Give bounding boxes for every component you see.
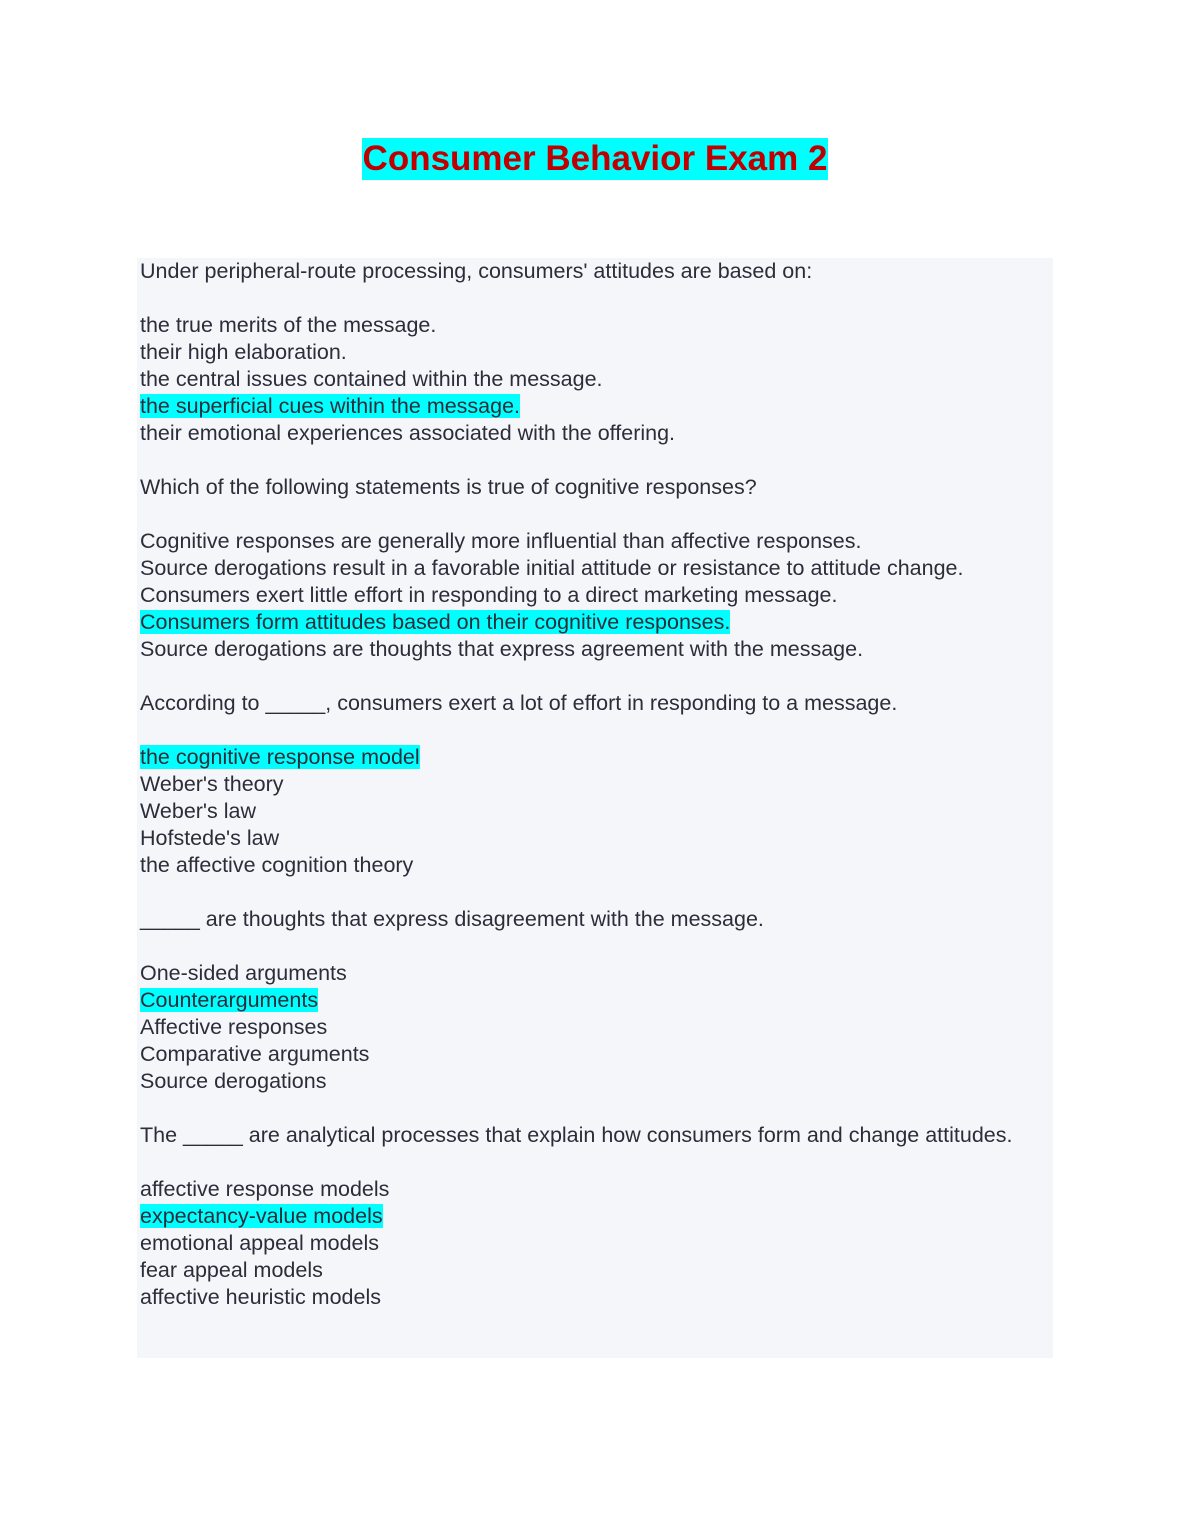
answer-option-text: Affective responses	[140, 1015, 328, 1039]
answer-option	[140, 339, 1045, 366]
page-title: Consumer Behavior Exam 2	[362, 139, 828, 178]
highlighted-answer-text: expectancy-value models	[140, 1204, 383, 1228]
answer-option-text: their high elaboration.	[140, 340, 347, 364]
answer-option-text: Source derogations result in a favorable initial attitude or resistance to attitude change.	[140, 556, 964, 580]
answer-option-text: Comparative arguments	[140, 1042, 370, 1066]
answer-option	[140, 1176, 1045, 1203]
answer-option	[140, 555, 1045, 582]
answer-option-text: Hofstede's law	[140, 826, 280, 850]
question-prompt: Under peripheral-route processing, consumers' attitudes are based on:	[140, 259, 813, 283]
answer-option-text: affective response models	[140, 1177, 390, 1201]
answer-option-correct	[140, 393, 1045, 420]
answer-option-correct	[140, 609, 1045, 636]
answer-option	[140, 852, 1045, 879]
answer-option	[140, 1284, 1045, 1311]
highlighted-answer-text: the superficial cues within the message.	[140, 394, 521, 418]
answer-option	[140, 420, 1045, 447]
answer-option-text: Weber's theory	[140, 772, 284, 796]
highlighted-answer-text: the cognitive response model	[140, 745, 420, 769]
question-block	[140, 474, 1045, 663]
answer-option	[140, 636, 1045, 663]
answer-option	[140, 1041, 1045, 1068]
qa-list	[140, 258, 1045, 1338]
answer-option-correct	[140, 987, 1045, 1014]
answer-option-correct	[140, 1203, 1045, 1230]
answer-option	[140, 582, 1045, 609]
answer-option-text: Cognitive responses are generally more influential than affective responses.	[140, 529, 862, 553]
answer-option-text: their emotional experiences associated with the offering.	[140, 421, 676, 445]
answer-option-correct	[140, 744, 1045, 771]
answer-option	[140, 771, 1045, 798]
option-list	[140, 528, 1045, 663]
answer-option	[140, 798, 1045, 825]
answer-option-text: affective heuristic models	[140, 1285, 381, 1309]
answer-option-text: the affective cognition theory	[140, 853, 414, 877]
question-block	[140, 1122, 1045, 1311]
question-prompt: The _____ are analytical processes that explain how consumers form and change attitudes.	[140, 1123, 1013, 1147]
answer-option	[140, 366, 1045, 393]
highlighted-answer-text: Consumers form attitudes based on their cognitive responses.	[140, 610, 731, 634]
answer-option-text: emotional appeal models	[140, 1231, 380, 1255]
option-list	[140, 1176, 1045, 1311]
answer-option	[140, 960, 1045, 987]
answer-option-text: Source derogations	[140, 1069, 327, 1093]
question-prompt: According to _____, consumers exert a lot of effort in responding to a message.	[140, 691, 898, 715]
question-block	[140, 690, 1045, 879]
question-prompt: _____ are thoughts that express disagreement with the message.	[140, 907, 764, 931]
answer-option	[140, 825, 1045, 852]
answer-option-text: Consumers exert little effort in responding to a direct marketing message.	[140, 583, 838, 607]
answer-option	[140, 1014, 1045, 1041]
answer-option-text: One-sided arguments	[140, 961, 347, 985]
answer-option	[140, 1257, 1045, 1284]
answer-option	[140, 312, 1045, 339]
question-block	[140, 906, 1045, 1095]
answer-option-text: fear appeal models	[140, 1258, 323, 1282]
answer-option	[140, 1230, 1045, 1257]
title-container	[0, 138, 1190, 180]
highlighted-answer-text: Counterarguments	[140, 988, 319, 1012]
answer-option-text: Source derogations are thoughts that express agreement with the message.	[140, 637, 864, 661]
answer-option	[140, 1068, 1045, 1095]
answer-option	[140, 528, 1045, 555]
question-prompt: Which of the following statements is true of cognitive responses?	[140, 475, 757, 499]
option-list	[140, 312, 1045, 447]
answer-option-text: Weber's law	[140, 799, 257, 823]
question-block	[140, 258, 1045, 447]
option-list	[140, 960, 1045, 1095]
answer-option-text: the true merits of the message.	[140, 313, 437, 337]
answer-option-text: the central issues contained within the message.	[140, 367, 603, 391]
option-list	[140, 744, 1045, 879]
